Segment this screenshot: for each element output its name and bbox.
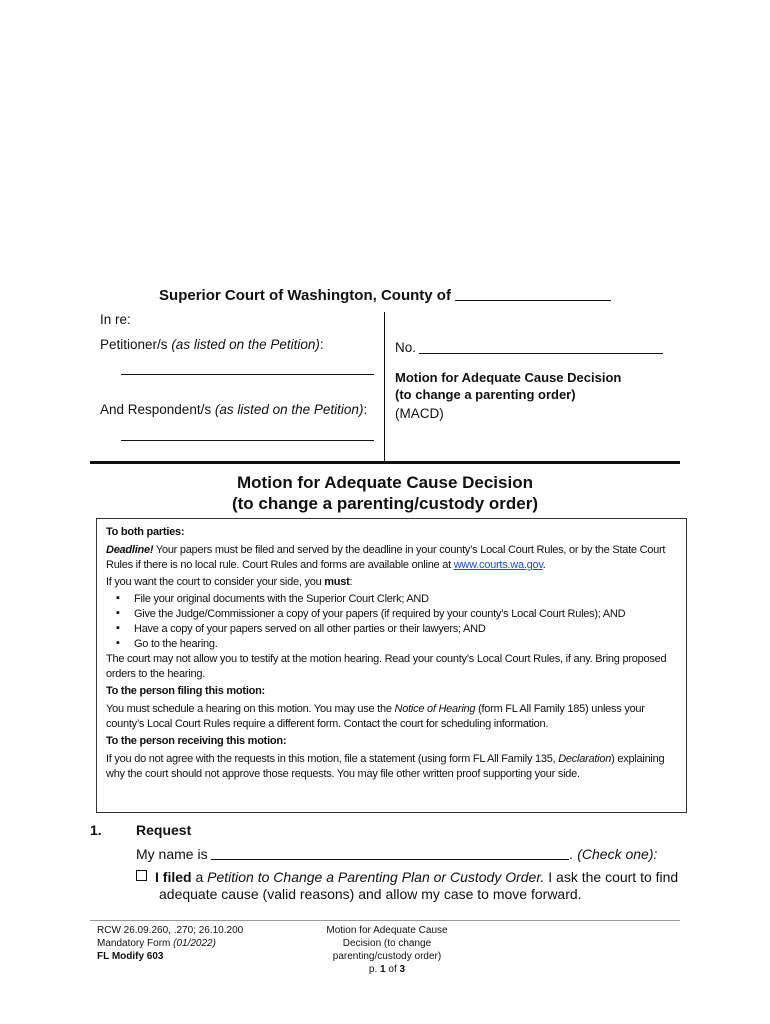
- name-row: [136, 846, 657, 862]
- consider-paragraph: [106, 575, 677, 590]
- page-current: 1: [380, 964, 386, 975]
- footer-mandatory-label: Mandatory Form: [97, 938, 174, 949]
- petitioner-name-line: [121, 374, 374, 375]
- court-title: [0, 287, 770, 304]
- filed-petition-checkbox[interactable]: [136, 870, 147, 881]
- county-blank-line: [455, 287, 611, 301]
- page-prefix: p.: [368, 964, 381, 975]
- consider-text: If you want the court to consider your side, you: [106, 576, 325, 588]
- deadline-end: .: [542, 559, 546, 571]
- filing-text-pre: You must schedule a hearing on this motion. You may use the: [106, 703, 395, 715]
- option-post: I ask the court to find: [544, 869, 679, 885]
- consider-colon: :: [349, 576, 353, 588]
- option-italic: Petition to Change a Parenting Plan or Custody Order.: [207, 869, 545, 885]
- instruction-list: [106, 592, 677, 652]
- caption-doc-title: [395, 369, 621, 403]
- option-pre: a: [191, 869, 208, 885]
- footer-mandatory-date: (01/2022): [173, 938, 216, 949]
- consider-must: must: [324, 576, 350, 588]
- page-of: of: [385, 964, 400, 975]
- deadline-label: Deadline!: [106, 544, 154, 556]
- footer-center-line1: Motion for Adequate Cause: [326, 925, 448, 936]
- footer-left: [97, 924, 243, 963]
- option-bold: I filed: [155, 869, 192, 885]
- footer-rule: [90, 920, 680, 921]
- page-title-line2: (to change a parenting/custody order): [231, 494, 539, 513]
- footer-center: [312, 924, 462, 976]
- filing-heading: To the person filing this motion:: [106, 685, 265, 697]
- filing-paragraph: [106, 702, 677, 732]
- page-total: 3: [399, 964, 406, 975]
- filing-text-italic: Notice of Hearing: [394, 703, 476, 715]
- caption-divider: [384, 312, 385, 463]
- notice-box: [96, 518, 687, 813]
- section-title: Request: [136, 822, 192, 838]
- in-re-label: In re:: [100, 312, 131, 327]
- respondent-label: [100, 402, 367, 417]
- page-number: [312, 963, 462, 976]
- page-title: [0, 472, 770, 514]
- name-label: My name is: [136, 846, 208, 862]
- respondent-note: (as listed on the Petition): [214, 402, 364, 417]
- list-item: ▪ Give the Judge/Commissioner a copy of your papers (if required by your county’s Local Court Rules); AND: [134, 607, 677, 622]
- filing-text-post: (form FL All Family 185) unless your county’s Local Court Rules require a different form. Contact the court for scheduling information.: [106, 703, 645, 730]
- receiving-text-italic: Declaration: [558, 753, 612, 765]
- respondent-colon: :: [363, 402, 368, 417]
- deadline-text: Your papers must be filed and served by the deadline in your county’s Local Court Rules, or by the State Court Rules if there is no local rule. Court Rules and forms are available online at: [106, 544, 666, 571]
- testify-paragraph: The court may not allow you to testify at the motion hearing. Read your county’s Local Court Rules, if any. Bring proposed orders to the hearing.: [106, 653, 667, 680]
- both-parties-heading: To both parties:: [106, 526, 185, 538]
- footer-center-line2: Decision (to change: [342, 938, 432, 949]
- page-title-line1: Motion for Adequate Cause Decision: [237, 473, 533, 492]
- receiving-text-post: ) explaining why the court should not approve those requests. You may file other written proof supporting your side.: [106, 753, 665, 780]
- caption-rule: [90, 461, 680, 464]
- check-one-label: . (Check one):: [569, 846, 658, 862]
- name-field-line[interactable]: [211, 846, 569, 860]
- court-title-text: Superior Court of Washington, County of: [159, 287, 451, 304]
- receiving-paragraph: [106, 752, 677, 782]
- respondent-name-line: [121, 440, 374, 441]
- deadline-paragraph: [106, 543, 677, 573]
- case-number-label: No.: [395, 340, 417, 355]
- receiving-heading: To the person receiving this motion:: [106, 735, 287, 747]
- respondent-label-text: And Respondent/s: [100, 402, 212, 417]
- option-line2: adequate cause (valid reasons) and allow my case to move forward.: [159, 886, 582, 902]
- petitioner-note: (as listed on the Petition): [171, 337, 320, 352]
- filed-petition-option: [136, 869, 696, 903]
- footer-rcw: RCW 26.09.260, .270; 26.10.200: [97, 925, 244, 936]
- petitioner-label-text: Petitioner/s: [100, 337, 168, 352]
- caption-doc-title-line1: Motion for Adequate Cause Decision: [395, 370, 622, 385]
- petitioner-label: [100, 337, 324, 352]
- list-item: ▪ File your original documents with the Superior Court Clerk; AND: [134, 592, 677, 607]
- list-item: ▪ Have a copy of your papers served on all other parties or their lawyers; AND: [134, 622, 677, 637]
- case-number-line: [419, 353, 663, 354]
- caption-doc-abbrev: (MACD): [395, 406, 444, 421]
- petitioner-colon: :: [319, 337, 324, 352]
- footer-center-line3: parenting/custody order): [332, 951, 442, 962]
- section-number: 1.: [90, 822, 102, 838]
- list-item: ▪ Go to the hearing.: [134, 637, 677, 652]
- footer-mandatory: [97, 937, 243, 950]
- receiving-text-pre: If you do not agree with the requests in this motion, file a statement (using form FL All Family 135,: [106, 753, 559, 765]
- footer-form-id: FL Modify 603: [97, 951, 164, 962]
- courts-website-link[interactable]: www.courts.wa.gov: [453, 559, 543, 571]
- caption-doc-title-line2: (to change a parenting order): [395, 387, 576, 402]
